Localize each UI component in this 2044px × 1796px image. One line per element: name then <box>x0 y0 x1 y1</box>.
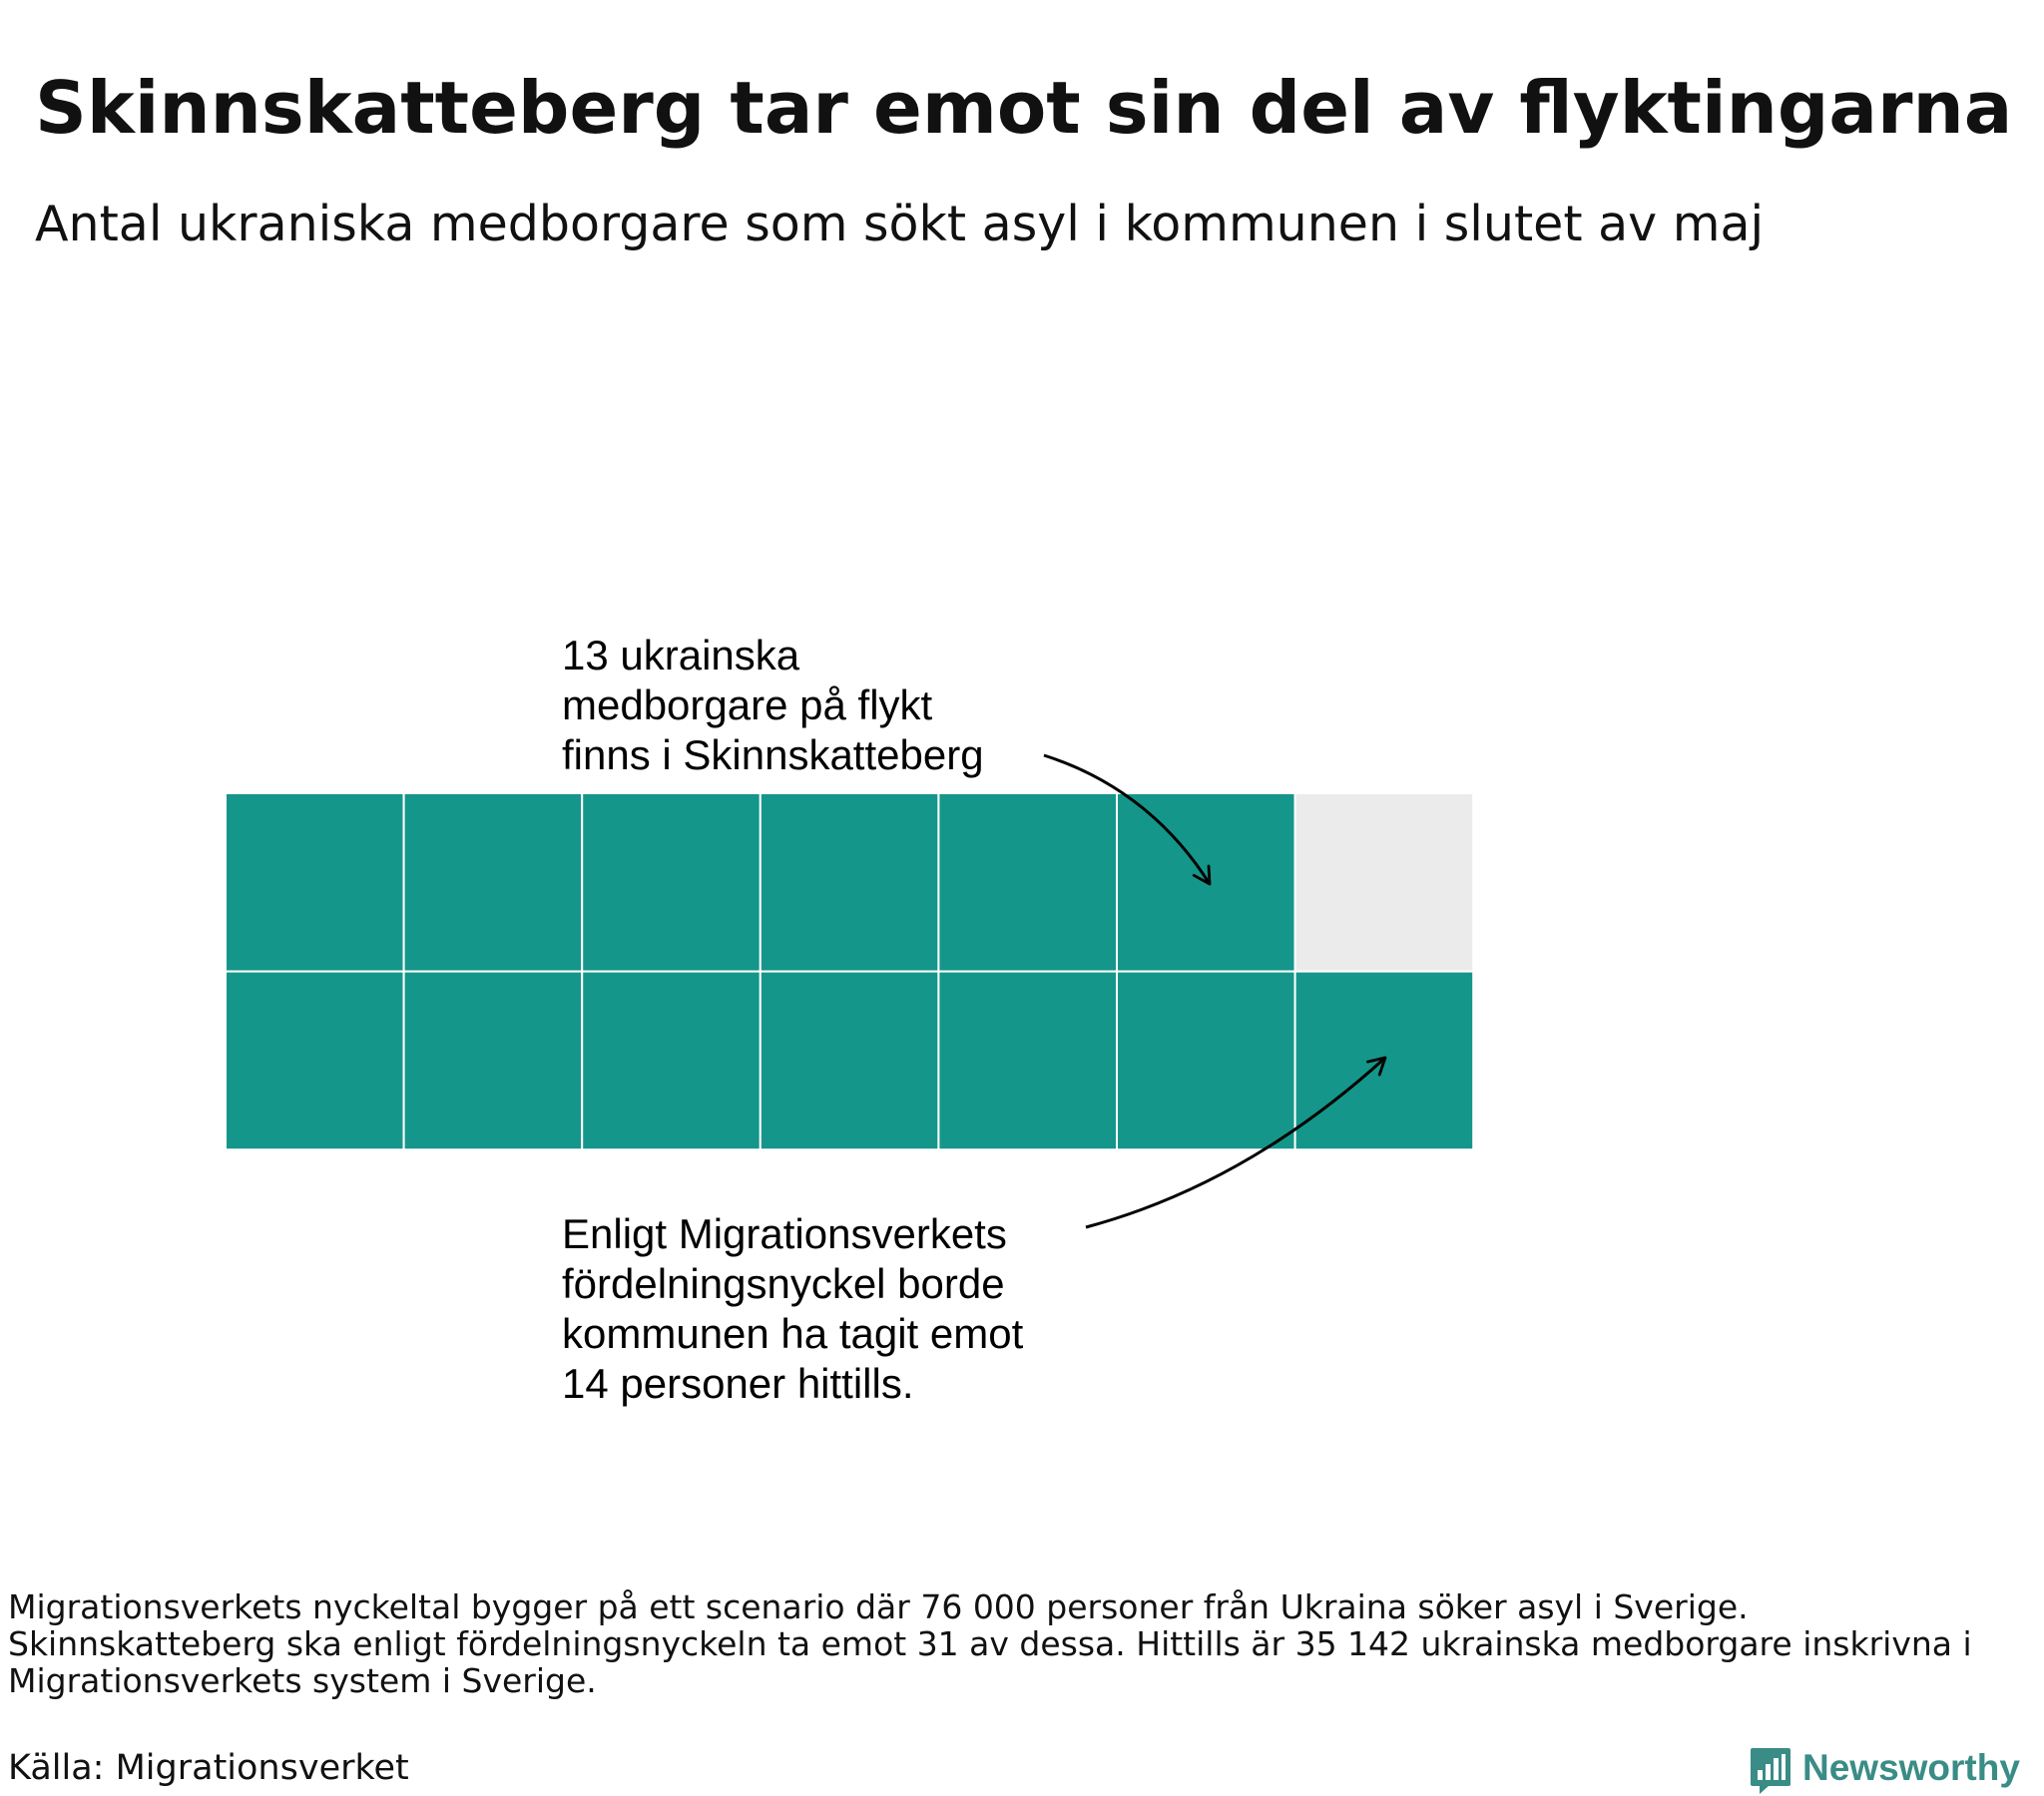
annotation-received-line: 13 ukrainska <box>562 632 800 678</box>
brand-name: Newsworthy <box>1802 1747 2020 1788</box>
source-note: Källa: Migrationsverket <box>8 1748 409 1788</box>
waffle-cell-received <box>938 793 1117 972</box>
annotation-received <box>562 631 1121 780</box>
waffle-cells <box>226 793 1473 1149</box>
annotation-expected-line: 14 personer hittills. <box>562 1360 914 1407</box>
waffle-cell-received <box>226 793 404 972</box>
waffle-cell-received <box>404 793 583 972</box>
annotation-expected-line: kommunen ha tagit emot <box>562 1310 1024 1357</box>
footnote: Migrationsverkets nyckeltal bygger på ett scenario där 76 000 personer från Ukraina söker asyl i Sverige. Skinnskatteberg ska enligt fördelningsnyckeln ta emot 31 av dessa. Hittills är 35 142 ukrainska medborgare inskrivna i Migrationsverkets system i Sverige. <box>8 1587 1972 1700</box>
annotation-received-line: finns i Skinnskatteberg <box>562 731 984 778</box>
newsworthy-logo-icon <box>1749 1746 1792 1796</box>
waffle-cell-missing <box>1295 793 1474 972</box>
waffle-cell-received <box>938 972 1117 1150</box>
brand-logo <box>1749 1746 2020 1796</box>
chart-subtitle: Antal ukraniska medborgare som sökt asyl i kommunen i slutet av maj <box>35 196 1765 252</box>
waffle-cell-received <box>404 972 583 1150</box>
annotation-expected-line: Enligt Migrationsverkets <box>562 1210 1007 1257</box>
annotation-received-line: medborgare på flykt <box>562 681 933 728</box>
waffle-cell-received <box>582 793 761 972</box>
waffle-cell-received <box>761 793 939 972</box>
annotation-expected <box>562 1209 1121 1409</box>
waffle-cell-received <box>226 972 404 1150</box>
annotation-expected-line: fördelningsnyckel borde <box>562 1260 1005 1307</box>
chart-title: Skinnskatteberg tar emot sin del av flyktingarna <box>35 66 2013 150</box>
waffle-cell-received <box>761 972 939 1150</box>
waffle-cell-received <box>1117 972 1295 1150</box>
waffle-cell-received <box>582 972 761 1150</box>
waffle-cell-received <box>1117 793 1295 972</box>
